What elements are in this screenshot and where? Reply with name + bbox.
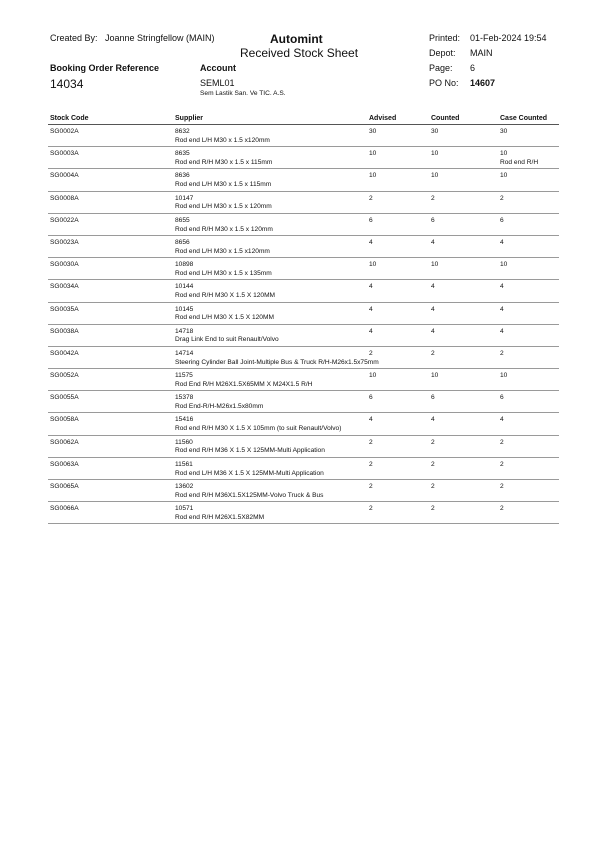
counted-qty-cell: 2 xyxy=(431,349,435,357)
account-label: Account xyxy=(200,63,236,73)
stock-code-cell: SG0002A xyxy=(50,128,79,135)
table-row xyxy=(0,258,595,280)
case-counted-cell: 10 xyxy=(500,372,508,380)
column-header-counted: Counted xyxy=(431,115,460,122)
supplier-code-cell: 14718 xyxy=(175,327,194,335)
advised-qty-cell: 2 xyxy=(369,460,373,468)
supplier-code-cell: 10145 xyxy=(175,305,194,313)
supplier-code-cell: 8656 xyxy=(175,238,190,246)
stock-table-body xyxy=(0,125,595,524)
page-number: 6 xyxy=(470,63,476,73)
advised-qty-cell: 2 xyxy=(369,483,373,490)
account-name: Sem Lastik San. Ve TIC. A.S. xyxy=(200,90,286,97)
stock-code-cell: SG0004A xyxy=(50,172,79,180)
advised-qty-cell: 4 xyxy=(369,416,373,424)
case-counted-cell: 4 xyxy=(500,283,504,291)
counted-qty-cell: 4 xyxy=(431,283,435,291)
case-counted-cell: 4 xyxy=(500,327,504,335)
counted-qty-cell: 10 xyxy=(431,372,439,380)
column-header-stock-code: Stock Code xyxy=(50,115,89,122)
stock-code-cell: SG0038A xyxy=(50,327,79,335)
item-description-cell: Rod end L/H M30 X 1.5 X 120MM xyxy=(175,314,274,322)
item-description-cell: Rod end L/H M36 X 1.5 X 125MM-Multi Application xyxy=(175,469,324,477)
counted-qty-cell: 2 xyxy=(431,460,435,468)
table-row xyxy=(0,169,595,191)
account-code: SEML01 xyxy=(200,78,235,88)
printed-label: Printed: xyxy=(429,33,461,43)
booking-ref-value: 14034 xyxy=(50,77,84,91)
stock-code-cell: SG0055A xyxy=(50,394,79,402)
supplier-code-cell: 11575 xyxy=(175,372,193,380)
case-counted-cell: 10 xyxy=(500,261,508,269)
counted-qty-cell: 10 xyxy=(431,150,439,158)
table-row xyxy=(0,280,595,302)
printed-value: 01-Feb-2024 19:54 xyxy=(470,33,547,43)
case-counted-cell: 2 xyxy=(500,460,504,468)
table-row xyxy=(0,214,595,236)
table-row xyxy=(0,125,595,147)
counted-qty-cell: 6 xyxy=(431,394,435,402)
case-counted-cell: 2 xyxy=(500,349,504,357)
item-description-cell: Rod end L/H M30 x 1.5 x 115mm xyxy=(175,181,272,189)
counted-qty-cell: 4 xyxy=(431,238,435,246)
stock-code-cell: SG0008A xyxy=(50,194,79,202)
advised-qty-cell: 2 xyxy=(369,438,373,446)
column-header-advised: Advised xyxy=(369,115,397,122)
stock-code-cell: SG0030A xyxy=(50,261,79,269)
stock-code-cell: SG0066A xyxy=(50,505,79,513)
stock-code-cell: SG0035A xyxy=(50,305,79,313)
table-row xyxy=(0,413,595,435)
item-description-cell: Rod end R/H M30 x 1.5 x 115mm xyxy=(175,158,273,166)
advised-qty-cell: 2 xyxy=(369,505,373,513)
company-name: Automint xyxy=(270,32,323,46)
table-row xyxy=(0,458,595,480)
advised-qty-cell: 10 xyxy=(369,372,377,380)
supplier-code-cell: 10571 xyxy=(175,505,194,513)
stock-code-cell: SG0065A xyxy=(50,483,79,490)
item-description-cell: Steering Cylinder Ball Joint-Multiple Bus & Truck R/H-M26x1.5x75mm xyxy=(175,358,379,366)
case-counted-cell: 4 xyxy=(500,305,504,313)
advised-qty-cell: 2 xyxy=(369,194,373,202)
supplier-code-cell: 15416 xyxy=(175,416,194,424)
supplier-code-cell: 8636 xyxy=(175,172,190,180)
case-counted-cell: 2 xyxy=(500,505,504,513)
row-divider xyxy=(48,523,559,524)
case-counted-note: Rod end R/H xyxy=(500,158,539,166)
stock-code-cell: SG0062A xyxy=(50,438,79,446)
case-counted-cell: 2 xyxy=(500,438,504,446)
table-row xyxy=(0,325,595,347)
item-description-cell: Rod end R/H M36 X 1.5 X 125MM-Multi Application xyxy=(175,447,325,455)
stock-code-cell: SG0058A xyxy=(50,416,79,424)
case-counted-cell: 30 xyxy=(500,128,508,135)
counted-qty-cell: 2 xyxy=(431,483,435,490)
booking-ref-label: Booking Order Reference xyxy=(50,63,160,73)
case-counted-cell: 6 xyxy=(500,216,504,224)
advised-qty-cell: 10 xyxy=(369,261,377,269)
case-counted-cell: 10 xyxy=(500,172,508,180)
supplier-code-cell: 8632 xyxy=(175,128,190,135)
advised-qty-cell: 4 xyxy=(369,283,373,291)
case-counted-cell: 4 xyxy=(500,416,504,424)
supplier-code-cell: 8655 xyxy=(175,216,190,224)
supplier-code-cell: 14714 xyxy=(175,349,194,357)
supplier-code-cell: 15378 xyxy=(175,394,194,402)
page-label: Page: xyxy=(429,63,453,73)
advised-qty-cell: 4 xyxy=(369,327,373,335)
item-description-cell: Rod end L/H M30 x 1.5 x120mm xyxy=(175,136,270,144)
item-description-cell: Rod end L/H M30 x 1.5 x 120mm xyxy=(175,203,272,211)
column-header-case-counted: Case Counted xyxy=(500,115,548,122)
table-row xyxy=(0,147,595,169)
table-row xyxy=(0,303,595,325)
supplier-code-cell: 10147 xyxy=(175,194,194,202)
table-row xyxy=(0,192,595,214)
item-description-cell: Drag Link End to suit Renault/Volvo xyxy=(175,336,279,344)
advised-qty-cell: 30 xyxy=(369,128,377,135)
table-row xyxy=(0,236,595,258)
depot-value: MAIN xyxy=(470,48,493,58)
advised-qty-cell: 2 xyxy=(369,349,373,357)
counted-qty-cell: 2 xyxy=(431,438,435,446)
supplier-code-cell: 11560 xyxy=(175,438,193,446)
supplier-code-cell: 10144 xyxy=(175,283,194,291)
case-counted-cell: 6 xyxy=(500,394,504,402)
case-counted-cell: 2 xyxy=(500,483,504,490)
counted-qty-cell: 10 xyxy=(431,172,439,180)
item-description-cell: Rod End-R/H-M26x1.5x80mm xyxy=(175,403,264,411)
advised-qty-cell: 4 xyxy=(369,305,373,313)
table-row xyxy=(0,436,595,458)
sheet-title: Received Stock Sheet xyxy=(240,46,359,60)
advised-qty-cell: 10 xyxy=(369,172,377,180)
stock-code-cell: SG0034A xyxy=(50,283,79,291)
table-row xyxy=(0,391,595,413)
counted-qty-cell: 4 xyxy=(431,305,435,313)
stock-code-cell: SG0063A xyxy=(50,460,79,468)
table-row xyxy=(0,369,595,391)
counted-qty-cell: 10 xyxy=(431,261,439,269)
po-number: 14607 xyxy=(470,78,496,88)
counted-qty-cell: 2 xyxy=(431,194,435,202)
item-description-cell: Rod end R/H M36X1.5X125MM-Volvo Truck & Bus xyxy=(175,491,324,499)
advised-qty-cell: 10 xyxy=(369,150,377,158)
stock-code-cell: SG0003A xyxy=(50,150,79,158)
counted-qty-cell: 4 xyxy=(431,327,435,335)
stock-code-cell: SG0022A xyxy=(50,216,79,224)
case-counted-cell: 4 xyxy=(500,238,504,246)
stock-code-cell: SG0042A xyxy=(50,349,79,357)
stock-code-cell: SG0023A xyxy=(50,238,79,246)
supplier-code-cell: 10898 xyxy=(175,261,194,269)
counted-qty-cell: 30 xyxy=(431,128,439,135)
advised-qty-cell: 6 xyxy=(369,394,373,402)
item-description-cell: Rod End R/H M26X1.5X65MM X M24X1.5 R/H xyxy=(175,380,313,388)
item-description-cell: Rod end L/H M30 x 1.5 x 135mm xyxy=(175,269,272,277)
created-by-label: Created By: xyxy=(50,33,98,43)
case-counted-cell: 10 xyxy=(500,150,508,158)
item-description-cell: Rod end R/H M26X1.5X82MM xyxy=(175,513,265,521)
column-header-supplier: Supplier xyxy=(175,115,204,122)
depot-label: Depot: xyxy=(429,48,456,58)
item-description-cell: Rod end L/H M30 x 1.5 x120mm xyxy=(175,247,270,255)
created-by-value: Joanne Stringfellow (MAIN) xyxy=(105,33,215,43)
supplier-code-cell: 8635 xyxy=(175,150,190,158)
advised-qty-cell: 6 xyxy=(369,216,373,224)
item-description-cell: Rod end R/H M30 X 1.5 X 120MM xyxy=(175,292,276,300)
supplier-code-cell: 13602 xyxy=(175,483,194,490)
table-row xyxy=(0,347,595,369)
counted-qty-cell: 4 xyxy=(431,416,435,424)
supplier-code-cell: 11561 xyxy=(175,460,193,468)
table-row xyxy=(0,502,595,524)
po-label: PO No: xyxy=(429,78,459,88)
item-description-cell: Rod end R/H M30 x 1.5 x 120mm xyxy=(175,225,273,233)
advised-qty-cell: 4 xyxy=(369,238,373,246)
item-description-cell: Rod end R/H M30 X 1.5 X 105mm (to suit Renault/Volvo) xyxy=(175,425,342,433)
table-row xyxy=(0,480,595,502)
stock-code-cell: SG0052A xyxy=(50,372,79,380)
case-counted-cell: 2 xyxy=(500,194,504,202)
counted-qty-cell: 6 xyxy=(431,216,435,224)
counted-qty-cell: 2 xyxy=(431,505,435,513)
